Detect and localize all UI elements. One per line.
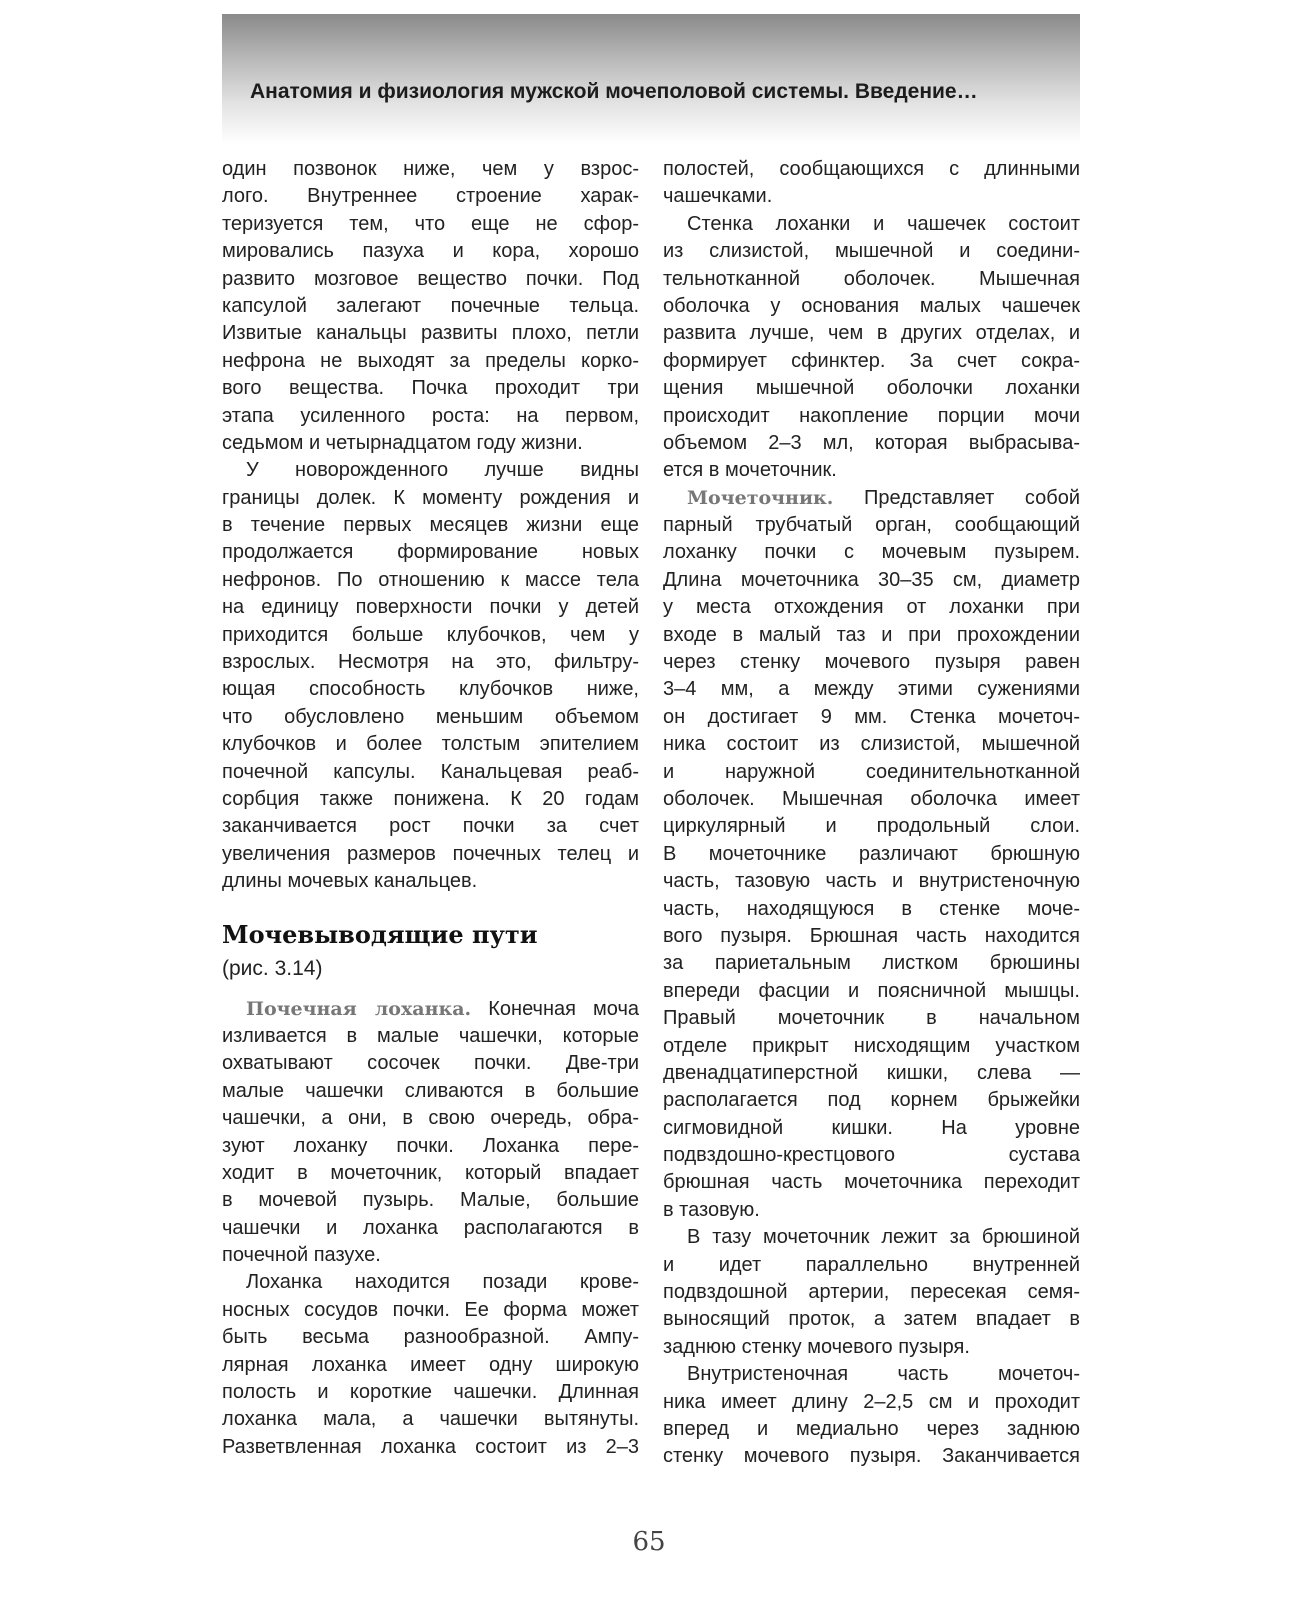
text-line: В тазу мочеточник лежит за брюшиной — [687, 1226, 1080, 1249]
text-line: отделе прикрыт нисходящим участком — [663, 1034, 1080, 1057]
text-line: объемом 2–3 мл, которая выбрасыва- — [663, 431, 1080, 454]
text-line: вого вещества. Почка проходит три — [222, 377, 639, 400]
text-span: Представляет собой — [864, 486, 1080, 509]
paragraph — [663, 211, 1080, 485]
text-line: сорбция также понижена. К 20 годам — [222, 787, 639, 810]
text-line: вперед и медиально через заднюю — [663, 1417, 1080, 1440]
paragraph — [663, 156, 1080, 211]
text-line: носных сосудов почки. Ее форма может — [222, 1298, 639, 1321]
text-line: Стенка лоханки и чашечек состоит — [687, 212, 1080, 235]
text-line: на единицу поверхности почки у детей — [222, 596, 639, 619]
text-line — [222, 996, 639, 1023]
text-line: полостей, сообщающихся с длинными — [663, 158, 1080, 180]
text-line: в течение первых месяцев жизни еще — [222, 514, 639, 537]
text-line: лого. Внутреннее строение харак- — [222, 185, 639, 208]
text-line: увеличения размеров почечных телец и — [222, 842, 639, 865]
text-line: клубочков и более толстым эпителием — [222, 733, 639, 756]
text-line: вого пузыря. Брюшная часть находится — [663, 924, 1080, 947]
text-line: Правый мочеточник в начальном — [663, 1007, 1080, 1030]
text-line: впереди фасции и поясничной мышцы. — [663, 979, 1080, 1002]
text-line: малые чашечки сливаются в большие — [222, 1079, 639, 1102]
text-line: капсулой залегают почечные тельца. — [222, 294, 639, 317]
paragraph — [663, 1361, 1080, 1471]
text-line: через стенку мочевого пузыря равен — [663, 651, 1080, 674]
text-line: он достигает 9 мм. Стенка мочеточ- — [663, 705, 1080, 728]
text-line: и идет параллельно внутренней — [663, 1253, 1080, 1276]
text-line: 3–4 мм, а между этими сужениями — [663, 678, 1080, 701]
text-line: Лоханка находится позади крове- — [246, 1271, 639, 1294]
text-line: развито мозговое вещество почки. Под — [222, 267, 639, 290]
text-line: длины мочевых канальцев. — [222, 870, 478, 893]
text-line: развита лучше, чем в других отделах, и — [663, 322, 1080, 345]
section-heading: Мочевыводящие пути — [222, 919, 538, 949]
text-line: мировались пазуха и кора, хорошо — [222, 240, 639, 263]
text-line: лоханка мала, а чашечки вытянуты. — [222, 1408, 639, 1431]
text-line: лярная лоханка имеет одну широкую — [222, 1353, 639, 1376]
text-line: нефрона не выходят за пределы корко- — [222, 349, 639, 372]
text-line: в мочевой пузырь. Малые, большие — [222, 1189, 639, 1212]
page-number: 65 — [632, 1527, 666, 1557]
text-line: располагается под корнем брыжейки — [663, 1089, 1080, 1112]
paragraph — [663, 1224, 1080, 1361]
text-line: оболочка у основания малых чашечек — [663, 294, 1080, 317]
text-line: щения мышечной оболочки лоханки — [663, 377, 1080, 400]
text-line: зуют лоханку почки. Лоханка пере- — [222, 1134, 639, 1157]
text-line: за париетальным листком брюшины — [663, 952, 1080, 975]
text-line: часть, находящуюся в стенке моче- — [663, 897, 1080, 920]
text-line: один позвонок ниже, чем у взрос- — [222, 158, 639, 180]
text-line: циркулярный и продольный слои. — [663, 815, 1080, 838]
text-line: границы долек. К моменту рождения и — [222, 486, 639, 509]
text-line: взрослых. Несмотря на это, фильтру- — [222, 651, 639, 674]
text-line: теризуется тем, что еще не сфор- — [222, 212, 639, 235]
text-line: этапа усиленного роста: на первом, — [222, 404, 639, 427]
text-line: входе в малый таз и при прохождении — [663, 623, 1080, 646]
text-line: и наружной соединительнотканной — [663, 760, 1080, 783]
right-column — [663, 156, 1080, 1471]
text-line: стенку мочевого пузыря. Заканчивается — [663, 1445, 1080, 1468]
text-line: чашечки, а они, в свою очередь, обра- — [222, 1107, 639, 1130]
text-line: оболочек. Мышечная оболочка имеет — [663, 787, 1080, 810]
text-line: из слизистой, мышечной и соедини- — [663, 240, 1080, 263]
text-line: часть, тазовую часть и внутристеночную — [663, 870, 1080, 893]
text-line: парный трубчатый орган, сообщающий — [663, 514, 1080, 537]
text-line: Внутристеночная часть мочеточ- — [687, 1363, 1080, 1386]
text-line: Разветвленная лоханка состоит из 2–3 — [222, 1435, 639, 1458]
text-line: ника имеет длину 2–2,5 см и проходит — [663, 1390, 1080, 1413]
text-line: ходит в мочеточник, который впадает — [222, 1161, 639, 1184]
left-column — [222, 156, 639, 1461]
text-line: почечной пазухе. — [222, 1244, 381, 1267]
paragraph — [222, 1269, 639, 1461]
text-line: охватывают сосочек почки. Две-три — [222, 1052, 639, 1075]
figure-reference: (рис. 3.14) — [222, 956, 323, 980]
text-line: у места отхождения от лоханки при — [663, 596, 1080, 619]
text-line: выносящий проток, а затем впадает в — [663, 1308, 1080, 1331]
text-line: сигмовидной кишки. На уровне — [663, 1116, 1080, 1139]
text-line: брюшная часть мочеточника переходит — [663, 1171, 1080, 1194]
text-line: Извитые канальцы развиты плохо, петли — [222, 322, 639, 345]
text-line: чашечки и лоханка располагаются в — [222, 1216, 639, 1239]
term-lead: Почечная лоханка. — [246, 997, 472, 1020]
text-line: быть весьма разнообразной. Ампу- — [222, 1326, 639, 1349]
text-line: происходит накопление порции мочи — [663, 404, 1080, 427]
text-line: почечной капсулы. Канальцевая реаб- — [222, 760, 639, 783]
text-span: Конечная моча — [488, 997, 639, 1020]
text-line: Длина мочеточника 30–35 см, диаметр — [663, 568, 1080, 591]
text-line: У новорожденного лучше видны — [246, 459, 639, 482]
paragraph — [222, 156, 639, 457]
text-line: тельнотканной оболочек. Мышечная — [663, 267, 1080, 290]
paragraph — [663, 485, 1080, 1225]
text-line: продолжается формирование новых — [222, 541, 639, 564]
text-line: нефронов. По отношению к массе тела — [222, 568, 639, 591]
text-line: в тазовую. — [663, 1198, 760, 1221]
text-line: ется в мочеточник. — [663, 459, 837, 482]
text-line: подвздошной артерии, пересекая семя- — [663, 1281, 1080, 1304]
text-line: подвздошно-крестцового сустава — [663, 1144, 1080, 1167]
text-line: двенадцатиперстной кишки, слева — — [663, 1061, 1080, 1084]
text-line: ющая способность клубочков ниже, — [222, 678, 639, 701]
text-line: ника состоит из слизистой, мышечной — [663, 733, 1080, 756]
text-line: что обусловлено меньшим объемом — [222, 705, 639, 728]
text-line: формирует сфинктер. За счет сокра- — [663, 349, 1080, 372]
text-line: седьмом и четырнадцатом году жизни. — [222, 431, 583, 454]
term-lead: Мочеточник. — [687, 486, 834, 509]
paragraph — [222, 457, 639, 895]
text-line: лоханку почки с мочевым пузырем. — [663, 541, 1080, 564]
running-title: Анатомия и физиология мужской мочеполовой системы. Введение… — [250, 80, 978, 103]
text-line: В мочеточнике различают брюшную — [663, 842, 1080, 865]
paragraph — [222, 996, 639, 1270]
text-line — [663, 485, 1080, 512]
text-line: заканчивается рост почки за счет — [222, 815, 639, 838]
text-line: заднюю стенку мочевого пузыря. — [663, 1335, 970, 1358]
running-header-band — [222, 14, 1080, 144]
text-line: чашечками. — [663, 185, 773, 208]
text-line: приходится больше клубочков, чем у — [222, 623, 639, 646]
text-line: полость и короткие чашечки. Длинная — [222, 1381, 639, 1404]
text-line: изливается в малые чашечки, которые — [222, 1024, 639, 1047]
